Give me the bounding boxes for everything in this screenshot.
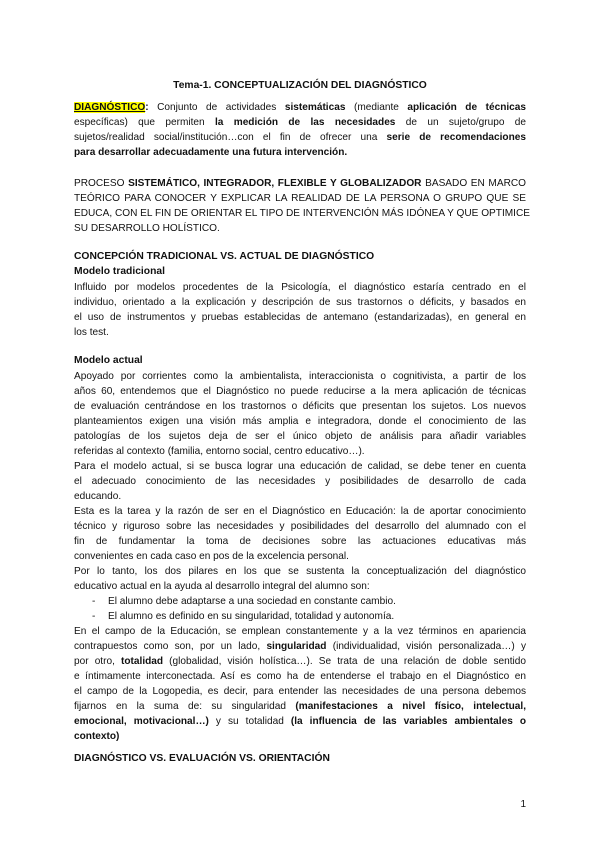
- definition-line-2: [74, 116, 526, 130]
- trad-line: individuo, orientado a la explicación y descripción de sus trastornos o déficits, y basados en: [74, 297, 526, 308]
- trad-line: los test.: [74, 327, 109, 338]
- para-line-1: En el campo de la Educación, se emplean constantemente y a la vez términos en apariencia: [74, 626, 526, 637]
- actual-line: educando.: [74, 491, 122, 502]
- para-text: por otro,: [74, 656, 122, 667]
- para-line-5: el campo de la Logopedia, es decir, para entender las necesidades de una persona debemos: [74, 686, 526, 697]
- definition-line-4: para desarrollar adecuadamente una futura intervención.: [74, 147, 348, 158]
- process-text: BASADO EN MARCO: [421, 178, 526, 189]
- actual-line: el adecuado conocimiento de las necesidades y posibilidades de desarrollo de cada: [74, 476, 526, 487]
- bullet-dash: -: [92, 611, 96, 622]
- definition-bold: aplicación de técnicas: [407, 102, 527, 113]
- actual-line: años 60, entendemos que el Diagnóstico no puede reducirse a la mera aplicación de técnicas: [74, 386, 526, 397]
- actual-line: Esta es la tarea y la razón de ser en el Diagnóstico en Educación: la de aportar conocimiento: [74, 506, 526, 517]
- actual-line: planteamientos exigen una visión más amplia e integradora, donde el conocimiento de las: [74, 416, 526, 427]
- definition-bold: la medición de las necesidades: [214, 117, 396, 128]
- para-text: fijarnos en la suma de: su singularidad: [74, 701, 296, 712]
- para-line-4: e íntimamente interconectada. Así es como ha de entenderse el trabajo en el Diagnóstico en: [74, 671, 526, 682]
- para-line-7: [74, 715, 526, 729]
- definition-text: (mediante: [345, 102, 408, 113]
- process-line-3: EDUCA, CON EL FIN DE ORIENTAR EL TIPO DE INTERVENCIÓN MÁS IDÓNEA Y QUE OPTIMICE: [74, 208, 530, 219]
- actual-line: técnico y riguroso sobre las necesidades y posibilidades del desarrollo del alumnado con el: [74, 521, 526, 532]
- para-bold: emocional, motivacional…): [74, 716, 209, 727]
- para-text: (individualidad, visión personalizada…) y: [326, 641, 526, 652]
- definition-bold: sistemáticas: [284, 102, 346, 113]
- para-line-8: contexto): [74, 731, 120, 742]
- section-heading-diagnostico-evaluacion: DIAGNÓSTICO VS. EVALUACIÓN VS. ORIENTACIÓN: [74, 753, 330, 764]
- definition-text: Conjunto de actividades: [148, 102, 285, 113]
- actual-line: convenientes en cada caso en pos de la excelencia personal.: [74, 551, 349, 562]
- definition-line-3: [74, 131, 526, 145]
- process-bold: SISTEMÁTICO, INTEGRADOR, FLEXIBLE Y GLOBALIZADOR: [128, 178, 422, 189]
- list-item: [92, 595, 396, 609]
- para-text: y su totalidad: [208, 716, 291, 727]
- para-bold: (manifestaciones a nivel físico, intelectual,: [295, 701, 527, 712]
- para-line-3: [74, 655, 526, 669]
- definition-text: específicas) que permiten: [74, 117, 215, 128]
- para-bold: singularidad: [266, 641, 327, 652]
- para-text: contrapuestos como son, por un lado,: [74, 641, 267, 652]
- definition-text: sujetos/realidad social/institución…con el fin de ofrecer una: [74, 132, 387, 143]
- actual-line: referidas al contexto (familia, entorno social, centro educativo…).: [74, 446, 365, 457]
- actual-line: educativo actual en la ayuda al desarrollo integral del alumno son:: [74, 581, 370, 592]
- subheading-modelo-actual: Modelo actual: [74, 355, 143, 366]
- subheading-modelo-tradicional: Modelo tradicional: [74, 266, 165, 277]
- actual-line: patologías de los sujetos deja de ser el único objeto de análisis para añadir variables: [74, 431, 526, 442]
- definition-line-1: [74, 101, 526, 115]
- bullet-dash: -: [92, 596, 96, 607]
- process-text: PROCESO: [74, 178, 129, 189]
- para-line-2: [74, 640, 526, 654]
- actual-line: de evaluación centrándose en los trastornos o déficits que presentan los sujetos. Los nuevos: [74, 401, 526, 412]
- actual-line: Para el modelo actual, si se busca lograr una educación de calidad, se debe tener en cuenta: [74, 461, 526, 472]
- definition-colon: :: [145, 102, 149, 113]
- para-text: (globalidad, visión holística…). Se trata de una relación de doble sentido: [163, 656, 526, 667]
- actual-line: Por lo tanto, los dos pilares en los que se sustenta la conceptualización del diagnóstico: [74, 566, 526, 577]
- bullet-text: El alumno es definido en su singularidad, totalidad y autonomía.: [108, 611, 395, 622]
- actual-line: Apoyado por corrientes como la ambientalista, interaccionista o cognitivista, a partir de los: [74, 371, 526, 382]
- para-line-6: [74, 700, 526, 714]
- para-bold: (la influencia de las variables ambientales o: [290, 716, 526, 727]
- actual-line: fin de fundamentar la toma de decisiones sobre las actuaciones educativas más: [74, 536, 526, 547]
- process-line-1: [74, 177, 526, 191]
- page-title: Tema-1. CONCEPTUALIZACIÓN DEL DIAGNÓSTICO: [173, 80, 427, 91]
- process-line-2: TEÓRICO PARA CONOCER Y EXPLICAR LA REALIDAD DE LA PERSONA O GRUPO QUE SE: [74, 193, 526, 204]
- page-number: 1: [520, 799, 526, 810]
- para-bold: totalidad: [121, 656, 164, 667]
- definition-term: DIAGNÓSTICO: [74, 102, 146, 113]
- section-heading-concepcion: CONCEPCIÓN TRADICIONAL VS. ACTUAL DE DIAGNÓSTICO: [74, 251, 375, 262]
- bullet-text: El alumno debe adaptarse a una sociedad en constante cambio.: [108, 596, 396, 607]
- trad-line: Influido por modelos procedentes de la Psicología, el diagnóstico estaría centrado en el: [74, 282, 526, 293]
- process-line-4: SU DESARROLLO HOLÍSTICO.: [74, 223, 220, 234]
- trad-line: el uso de instrumentos y pruebas establecidas de antemano (estandarizadas), en general en: [74, 312, 526, 323]
- definition-bold: serie de recomendaciones: [386, 132, 526, 143]
- definition-text: de un sujeto/grupo de: [395, 117, 526, 128]
- list-item: [92, 610, 394, 624]
